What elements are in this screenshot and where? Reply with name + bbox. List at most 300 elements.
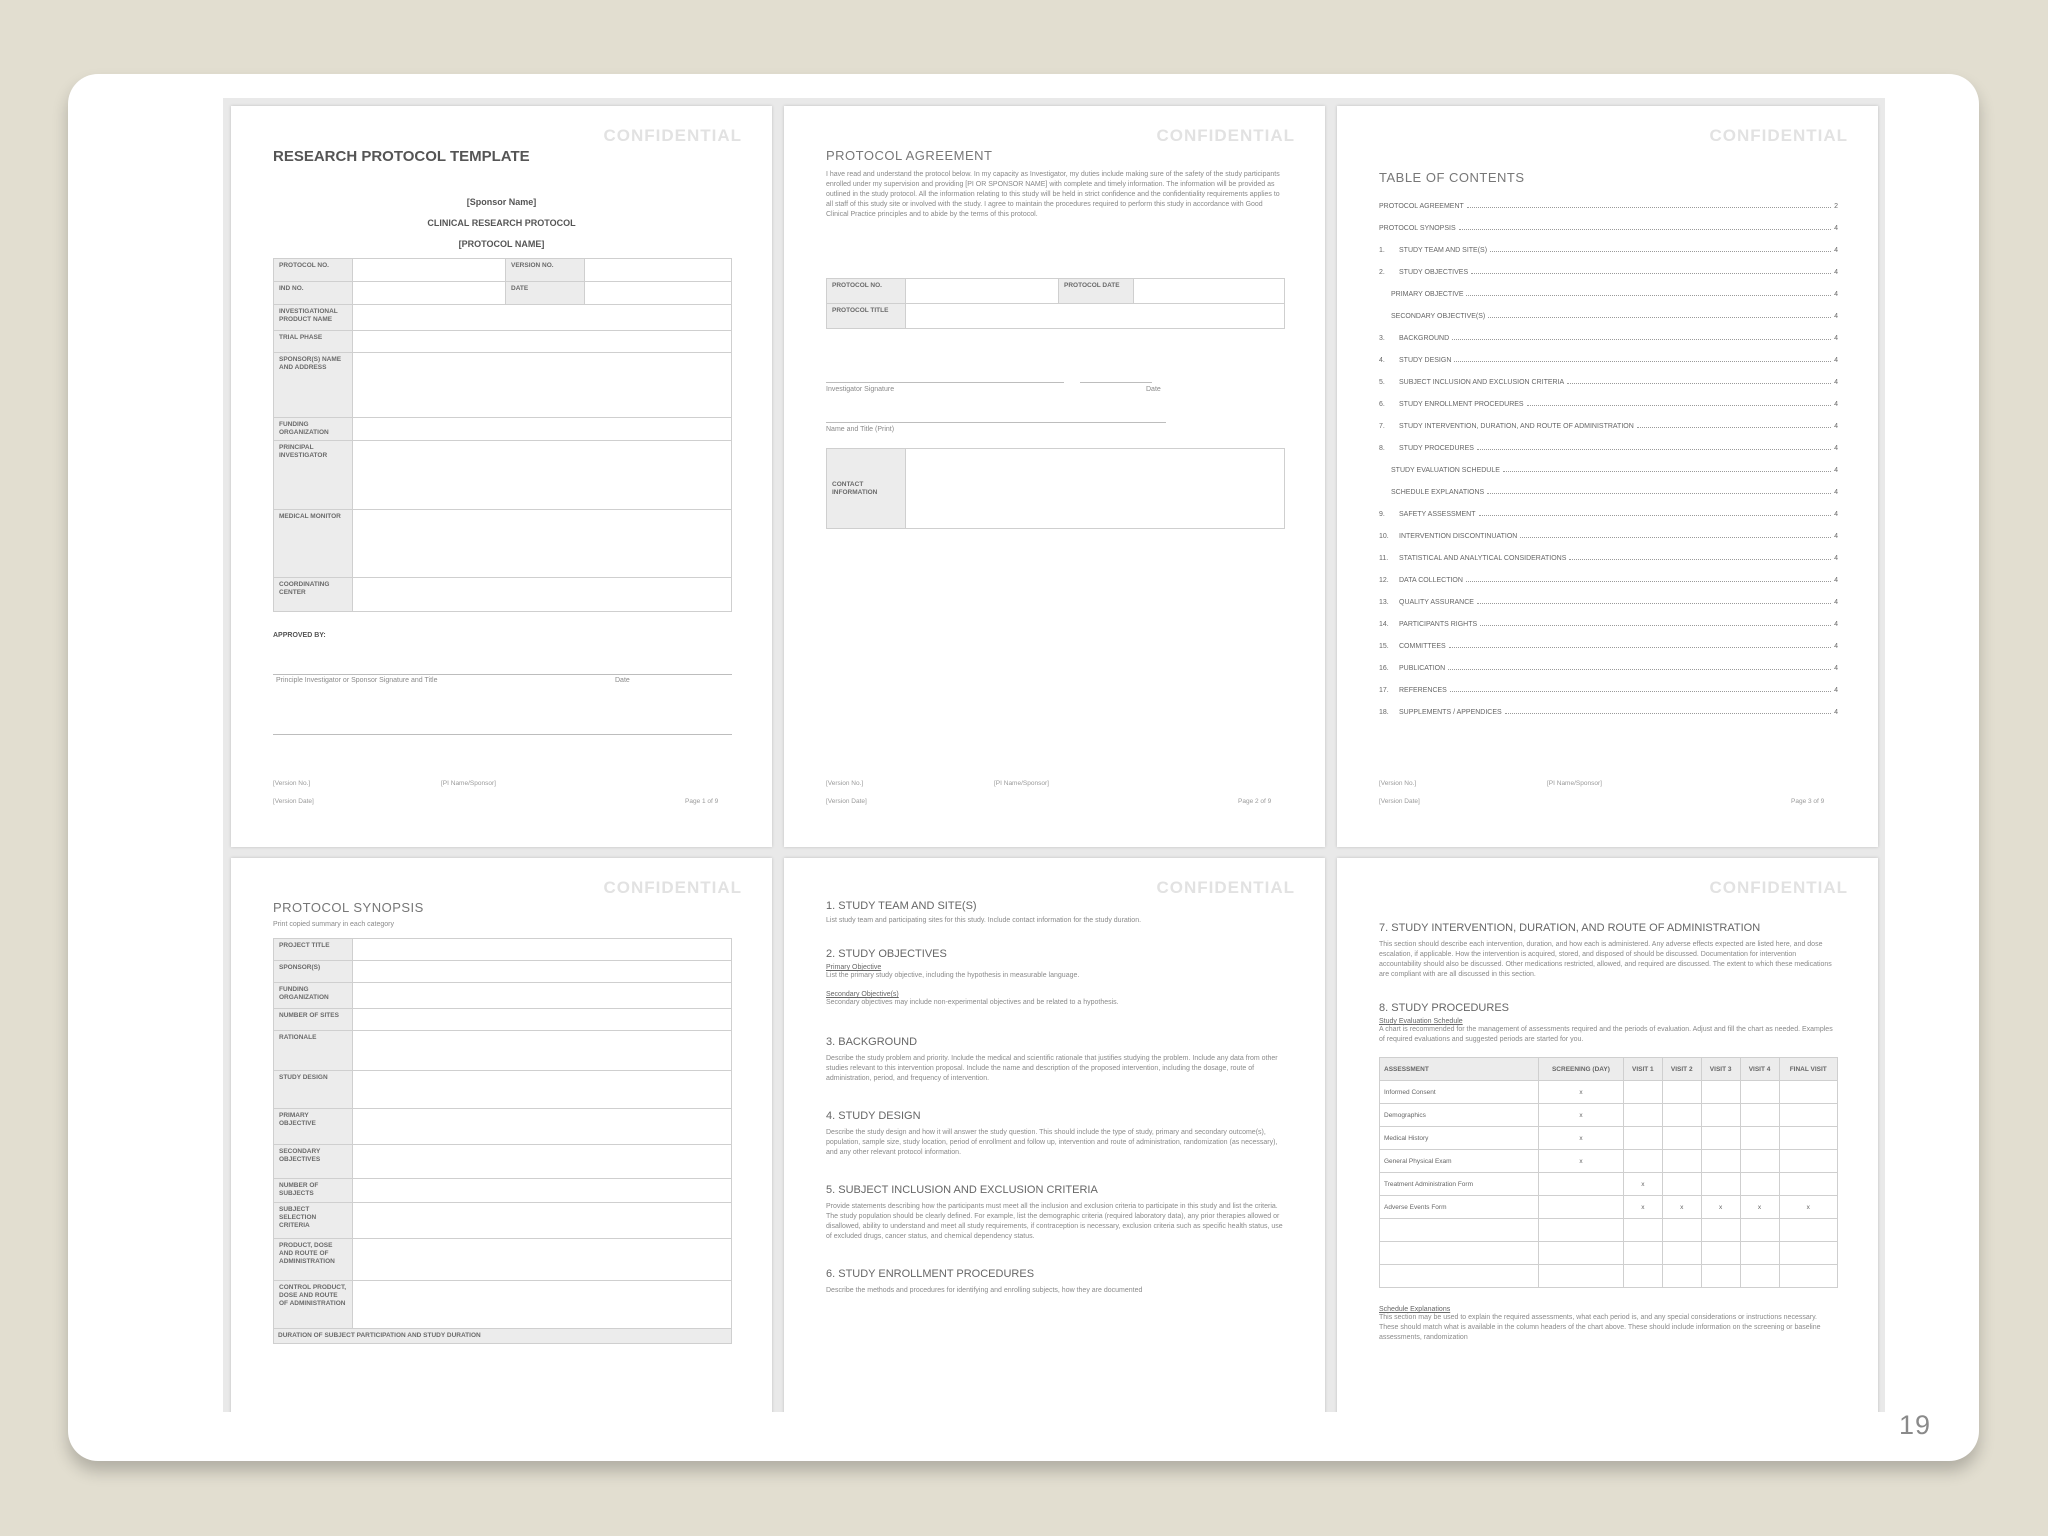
toc-entry[interactable]: [1379, 430, 1838, 452]
column-header: VISIT 1: [1623, 1058, 1662, 1081]
footer-center: [PI Name/Sponsor]: [441, 780, 496, 787]
toc-leader: [1459, 229, 1831, 230]
confidential-watermark: CONFIDENTIAL: [603, 126, 742, 145]
toc-page: 4: [1834, 511, 1838, 518]
signature-line[interactable]: [826, 382, 1064, 383]
toc-number: 12.: [1379, 577, 1389, 584]
footer-date: [Version Date]: [273, 798, 314, 805]
section-body: This section may be used to explain the required assessments, what each period is, and any special considerations or instructions necessary. These should match what is available in the column headers of the chart above. These should include information on the screening or baseline assessments, randomization: [1379, 1314, 1821, 1341]
column-header: SCREENING (DAY): [1539, 1058, 1624, 1081]
subsection-heading: Secondary Objective(s): [826, 991, 899, 998]
toc-page: 4: [1834, 423, 1838, 430]
toc-entry[interactable]: [1379, 518, 1838, 540]
toc-text: STUDY TEAM AND SITE(S): [1399, 247, 1488, 254]
footer-date: [Version Date]: [1379, 798, 1420, 805]
toc-number: 8.: [1379, 445, 1385, 452]
schedule-cell[interactable]: [1623, 1219, 1662, 1242]
subsection-heading: Primary Objective: [826, 964, 882, 971]
section-title: PROTOCOL SYNOPSIS: [273, 900, 424, 915]
toc-number: 7.: [1379, 423, 1385, 430]
toc-entry[interactable]: [1379, 276, 1838, 298]
schedule-cell[interactable]: x: [1779, 1196, 1838, 1219]
date-label: Date: [615, 677, 630, 684]
toc-entry[interactable]: [1379, 386, 1838, 408]
toc-page: 4: [1834, 357, 1838, 364]
form-field[interactable]: [353, 1145, 732, 1179]
toc-text: SUBJECT INCLUSION AND EXCLUSION CRITERIA: [1399, 379, 1565, 386]
toc-leader: [1448, 669, 1831, 670]
schedule-cell[interactable]: x: [1740, 1196, 1779, 1219]
footer-page: Page 3 of 9: [1791, 798, 1825, 805]
schedule-cell[interactable]: [1701, 1265, 1740, 1288]
synopsis-table: [273, 938, 732, 1329]
toc-page: 4: [1834, 555, 1838, 562]
toc-leader: [1569, 559, 1831, 560]
form-field[interactable]: [353, 1071, 732, 1109]
toc-page: 4: [1834, 621, 1838, 628]
form-field[interactable]: [353, 578, 732, 612]
toc-text: PRIMARY OBJECTIVE: [1391, 291, 1464, 298]
schedule-cell[interactable]: [1701, 1173, 1740, 1196]
form-field[interactable]: [353, 1031, 732, 1071]
footer-version: [Version No.]: [1379, 780, 1417, 787]
toc-entry[interactable]: [1379, 298, 1838, 320]
form-label: PROTOCOL NO.: [279, 262, 329, 269]
toc-entry[interactable]: [1379, 320, 1838, 342]
signature-label: Principle Investigator or Sponsor Signature and Title: [276, 677, 438, 684]
toc-leader: [1450, 691, 1831, 692]
table-row: [1380, 1219, 1838, 1242]
schedule-cell[interactable]: [1539, 1219, 1624, 1242]
form-field[interactable]: [1134, 279, 1285, 304]
schedule-cell[interactable]: [1662, 1104, 1701, 1127]
toc-page: 4: [1834, 379, 1838, 386]
page-table-of-contents: [1337, 106, 1878, 847]
footer-version: [Version No.]: [826, 780, 864, 787]
form-field[interactable]: [906, 304, 1285, 329]
toc-text: QUALITY ASSURANCE: [1399, 599, 1474, 606]
toc-entry[interactable]: [1379, 364, 1838, 386]
form-label: INVESTIGATIONAL PRODUCT NAME: [279, 308, 338, 323]
toc-number: 9.: [1379, 511, 1385, 518]
toc-number: 17.: [1379, 687, 1389, 694]
confidential-watermark: CONFIDENTIAL: [1709, 126, 1848, 145]
schedule-cell[interactable]: [1623, 1265, 1662, 1288]
toc-entry[interactable]: [1379, 342, 1838, 364]
toc-entry[interactable]: [1379, 672, 1838, 694]
toc-leader: [1477, 603, 1831, 604]
toc-leader: [1454, 361, 1831, 362]
subsection-heading: Study Evaluation Schedule: [1379, 1018, 1463, 1025]
toc-page: 4: [1834, 467, 1838, 474]
toc-number: 1.: [1379, 247, 1385, 254]
schedule-cell[interactable]: [1662, 1081, 1701, 1104]
toc-text: BACKGROUND: [1399, 335, 1450, 342]
schedule-cell[interactable]: [1779, 1104, 1838, 1127]
assessment-name: [1380, 1219, 1539, 1242]
toc-title: TABLE OF CONTENTS: [1379, 170, 1525, 185]
schedule-cell[interactable]: [1539, 1242, 1624, 1265]
form-field[interactable]: [353, 418, 732, 441]
form-field[interactable]: [353, 983, 732, 1009]
schedule-cell[interactable]: [1701, 1127, 1740, 1150]
signature-line-2[interactable]: [273, 734, 732, 735]
form-label: PROTOCOL NO.: [832, 282, 882, 289]
schedule-cell[interactable]: [1779, 1265, 1838, 1288]
confidential-watermark: CONFIDENTIAL: [603, 878, 742, 897]
toc-entry[interactable]: [1379, 496, 1838, 518]
assessment-name: Adverse Events Form: [1380, 1196, 1539, 1219]
assessment-name: General Physical Exam: [1380, 1150, 1539, 1173]
toc-text: REFERENCES: [1399, 687, 1447, 694]
section-heading: 4. STUDY DESIGN: [826, 1110, 921, 1122]
form-label: CONTROL PRODUCT, DOSE AND ROUTE OF ADMINISTRATION: [279, 1284, 347, 1307]
schedule-cell[interactable]: [1740, 1242, 1779, 1265]
agreement-text: I have read and understand the protocol below. In my capacity as Investigator, my duties include making sure of the safety of the study participants enrolled under my supervision and providing [PI OR SPONSOR NAME] with complete and timely information. The information will be provided as outlined in the study protocol. All the information relating to this study will be held in strict confidence and the confidentiality requirements applies to all staff of this study site or involved with the study. I agree to maintain the procedures required to perform this study in accordance with Good Clinical Practice principles and to abide by the terms of this protocol.: [826, 171, 1280, 218]
page-study-sections: [784, 858, 1325, 1412]
schedule-cell[interactable]: [1740, 1127, 1779, 1150]
toc-entry[interactable]: [1379, 628, 1838, 650]
evaluation-schedule-table: [1379, 1057, 1838, 1288]
section-heading: 1. STUDY TEAM AND SITE(S): [826, 900, 977, 912]
toc-leader: [1490, 251, 1831, 252]
schedule-cell[interactable]: [1662, 1242, 1701, 1265]
footer-date: [Version Date]: [826, 798, 867, 805]
schedule-cell[interactable]: [1623, 1081, 1662, 1104]
toc-page: 4: [1834, 401, 1838, 408]
column-header: VISIT 3: [1701, 1058, 1740, 1081]
form-label: FUNDING ORGANIZATION: [279, 421, 329, 436]
section-heading: 7. STUDY INTERVENTION, DURATION, AND ROUTE OF ADMINISTRATION: [1379, 922, 1761, 934]
table-header-row: [1380, 1058, 1838, 1081]
form-field[interactable]: [353, 305, 732, 331]
protocol-info-table: [273, 258, 732, 612]
column-header: FINAL VISIT: [1779, 1058, 1838, 1081]
form-field[interactable]: [353, 1203, 732, 1239]
toc-leader: [1637, 427, 1831, 428]
section-title: PROTOCOL AGREEMENT: [826, 148, 993, 163]
subsection-heading: Schedule Explanations: [1379, 1306, 1451, 1313]
toc-text: PUBLICATION: [1399, 665, 1446, 672]
table-row: [1380, 1196, 1838, 1219]
toc-page: 4: [1834, 577, 1838, 584]
table-row: [1380, 1242, 1838, 1265]
toc-page: 4: [1834, 687, 1838, 694]
form-field[interactable]: [353, 441, 732, 510]
form-field[interactable]: [906, 279, 1059, 304]
toc-leader: [1466, 581, 1831, 582]
assessment-name: Treatment Administration Form: [1380, 1173, 1539, 1196]
form-field[interactable]: [353, 1281, 732, 1329]
schedule-cell[interactable]: [1623, 1104, 1662, 1127]
toc-leader: [1480, 625, 1831, 626]
schedule-cell[interactable]: [1701, 1104, 1740, 1127]
document-preview: [223, 98, 1885, 1412]
toc-text: PARTICIPANTS RIGHTS: [1399, 621, 1478, 628]
approved-by-label: APPROVED BY:: [273, 632, 326, 639]
toc-page: 4: [1834, 313, 1838, 320]
slide: [68, 74, 1979, 1461]
section-heading: 5. SUBJECT INCLUSION AND EXCLUSION CRITERIA: [826, 1184, 1098, 1196]
section-body: Provide statements describing how the participants must meet all the inclusion and exclusion criteria to participate in this study and list the criteria. The study population should be clearly defined. For example, list the demographic criteria (required laboratory data), any prior therapies allowed or disallowed, ability to understand and meet all study requirements, if contraception is necessary, exclusion criteria such as specific health status, use of excluded drugs, cancer status, and chemical dependency status.: [826, 1203, 1283, 1240]
toc-leader: [1503, 471, 1831, 472]
protocol-subtitle: CLINICAL RESEARCH PROTOCOL: [427, 218, 576, 228]
section-body: Describe the study problem and priority. Include the medical and scientific rationale that justifies studying the problem. Include any data from other studies relevant to this intervention proposal. Include the name and description of the proposed intervention, including the dosage, route of administration, period, and frequency of intervention.: [826, 1055, 1278, 1082]
section-body: Secondary objectives may include non-experimental objectives and be related to a hypothesis.: [826, 999, 1119, 1006]
form-label: NUMBER OF SUBJECTS: [279, 1182, 319, 1197]
toc-page: 4: [1834, 709, 1838, 716]
schedule-cell[interactable]: [1623, 1242, 1662, 1265]
schedule-cell[interactable]: [1701, 1219, 1740, 1242]
toc-entry[interactable]: [1379, 452, 1838, 474]
table-row: [1380, 1173, 1838, 1196]
form-label: RATIONALE: [279, 1034, 317, 1041]
name-label: Name and Title (Print): [826, 426, 895, 433]
form-label: SPONSOR(S) NAME AND ADDRESS: [279, 356, 342, 371]
schedule-cell[interactable]: x: [1539, 1104, 1624, 1127]
schedule-cell[interactable]: x: [1539, 1127, 1624, 1150]
section-body: List study team and participating sites for this study. Include contact information for the study duration.: [826, 917, 1142, 924]
form-label: SPONSOR(S): [279, 964, 321, 971]
toc-text: SAFETY ASSESSMENT: [1399, 511, 1476, 518]
form-label: PRIMARY OBJECTIVE: [279, 1112, 316, 1127]
form-field[interactable]: [585, 259, 732, 282]
signature-label: Investigator Signature: [826, 386, 895, 393]
toc-entry[interactable]: [1379, 474, 1838, 496]
toc-number: 2.: [1379, 269, 1385, 276]
schedule-cell[interactable]: x: [1539, 1081, 1624, 1104]
schedule-cell[interactable]: [1779, 1081, 1838, 1104]
toc-text: SECONDARY OBJECTIVE(S): [1391, 313, 1486, 320]
page-protocol-agreement: [784, 106, 1325, 847]
toc-entry[interactable]: [1379, 540, 1838, 562]
schedule-cell[interactable]: [1740, 1104, 1779, 1127]
protocol-name: [PROTOCOL NAME]: [458, 239, 545, 249]
schedule-cell[interactable]: [1662, 1265, 1701, 1288]
toc-entry[interactable]: [1379, 650, 1838, 672]
section-heading: 6. STUDY ENROLLMENT PROCEDURES: [826, 1268, 1035, 1280]
toc-text: STUDY PROCEDURES: [1399, 445, 1474, 452]
form-field[interactable]: [353, 961, 732, 983]
schedule-cell[interactable]: [1539, 1265, 1624, 1288]
section-heading: 3. BACKGROUND: [826, 1036, 918, 1048]
form-field[interactable]: [353, 331, 732, 353]
schedule-cell[interactable]: [1539, 1196, 1624, 1219]
schedule-cell[interactable]: [1662, 1219, 1701, 1242]
toc-leader: [1466, 295, 1831, 296]
toc-leader: [1567, 383, 1831, 384]
section-body: Describe the study design and how it will answer the study question. This should include the type of study, primary and secondary outcome(s), population, sample size, study location, period of enrollment and follow up, intervention and route of administration, randomization (as necessary), and any other relevant protocol information.: [826, 1129, 1278, 1156]
toc-entry[interactable]: [1379, 188, 1838, 210]
schedule-cell[interactable]: [1662, 1127, 1701, 1150]
assessment-name: [1380, 1265, 1539, 1288]
form-label: IND NO.: [279, 285, 304, 292]
form-field[interactable]: [353, 1009, 732, 1031]
toc-text: STUDY INTERVENTION, DURATION, AND ROUTE OF ADMINISTRATION: [1399, 423, 1634, 430]
toc-text: STUDY EVALUATION SCHEDULE: [1391, 467, 1500, 474]
assessment-name: Medical History: [1380, 1127, 1539, 1150]
schedule-cell[interactable]: [1740, 1150, 1779, 1173]
schedule-cell[interactable]: [1779, 1242, 1838, 1265]
schedule-cell[interactable]: x: [1701, 1196, 1740, 1219]
footer-page: Page 2 of 9: [1238, 798, 1272, 805]
form-field[interactable]: [585, 282, 732, 305]
contact-table: [826, 448, 1285, 529]
toc-page: 4: [1834, 533, 1838, 540]
table-row: [1380, 1150, 1838, 1173]
toc-number: 10.: [1379, 533, 1389, 540]
form-field[interactable]: [353, 939, 732, 961]
toc-text: STUDY DESIGN: [1399, 357, 1452, 364]
confidential-watermark: CONFIDENTIAL: [1156, 126, 1295, 145]
section-body: A chart is recommended for the management of assessments required and the periods of evaluation. Adjust and fill the chart as needed. Examples of required evaluations and suggested periods are started for you.: [1379, 1026, 1833, 1043]
section-heading: 8. STUDY PROCEDURES: [1379, 1002, 1509, 1014]
schedule-cell[interactable]: [1740, 1219, 1779, 1242]
schedule-cell[interactable]: [1662, 1173, 1701, 1196]
schedule-cell[interactable]: x: [1662, 1196, 1701, 1219]
schedule-cell[interactable]: [1701, 1242, 1740, 1265]
toc-entry[interactable]: [1379, 254, 1838, 276]
toc-leader: [1520, 537, 1831, 538]
toc-page: 4: [1834, 247, 1838, 254]
schedule-cell[interactable]: [1623, 1127, 1662, 1150]
toc-text: SCHEDULE EXPLANATIONS: [1391, 489, 1485, 496]
toc-entry[interactable]: [1379, 232, 1838, 254]
toc-page: 4: [1834, 489, 1838, 496]
table-row: [1380, 1265, 1838, 1288]
toc-leader: [1467, 207, 1831, 208]
form-label: COORDINATING CENTER: [279, 581, 330, 596]
form-field[interactable]: [353, 510, 732, 578]
toc-leader: [1477, 449, 1831, 450]
toc-text: PROTOCOL SYNOPSIS: [1379, 225, 1456, 232]
toc-number: 3.: [1379, 335, 1385, 342]
date-line[interactable]: [1080, 382, 1152, 383]
footer-version: [Version No.]: [273, 780, 311, 787]
schedule-cell[interactable]: x: [1539, 1150, 1624, 1173]
toc-text: DATA COLLECTION: [1399, 577, 1463, 584]
schedule-cell[interactable]: [1623, 1150, 1662, 1173]
form-label: PRODUCT, DOSE AND ROUTE OF ADMINISTRATION: [279, 1242, 335, 1265]
toc-entry[interactable]: [1379, 210, 1838, 232]
assessment-name: Informed Consent: [1380, 1081, 1539, 1104]
toc-page: 4: [1834, 335, 1838, 342]
form-field[interactable]: [353, 282, 506, 305]
sponsor-name: [Sponsor Name]: [466, 197, 537, 207]
schedule-cell[interactable]: [1779, 1150, 1838, 1173]
toc-leader: [1452, 339, 1831, 340]
footer-center: [PI Name/Sponsor]: [994, 780, 1049, 787]
footer-center: [PI Name/Sponsor]: [1547, 780, 1602, 787]
table-row: [1380, 1104, 1838, 1127]
form-label: PROTOCOL DATE: [1064, 282, 1120, 289]
schedule-cell[interactable]: [1779, 1173, 1838, 1196]
toc-number: 6.: [1379, 401, 1385, 408]
toc-page: 4: [1834, 291, 1838, 298]
toc-page: 2: [1834, 203, 1838, 210]
form-label: FUNDING ORGANIZATION: [279, 986, 329, 1001]
toc-number: 13.: [1379, 599, 1389, 606]
toc-number: 5.: [1379, 379, 1385, 386]
column-header: VISIT 4: [1740, 1058, 1779, 1081]
form-field[interactable]: [353, 353, 732, 418]
form-field[interactable]: [353, 1179, 732, 1203]
protocol-agreement-table: [826, 278, 1285, 329]
form-label: VERSION NO.: [511, 262, 554, 269]
schedule-cell[interactable]: [1662, 1150, 1701, 1173]
section-body: Describe the methods and procedures for identifying and enrolling subjects, how they are documented: [826, 1287, 1143, 1294]
toc-entry[interactable]: [1379, 694, 1838, 716]
schedule-cell[interactable]: x: [1623, 1173, 1662, 1196]
schedule-cell[interactable]: [1779, 1219, 1838, 1242]
toc-number: 14.: [1379, 621, 1389, 628]
column-header: ASSESSMENT: [1380, 1058, 1539, 1081]
toc-page: 4: [1834, 643, 1838, 650]
section-body: This section should describe each intervention, duration, and how each is administered. Any adverse effects expected are listed here, and dose escalation, if applicable. How the intervention is acquired, stored, and disposed of should be discussed. Documentation for intervention accountability should also be discussed. Other medications restricted, allowed, and required are discussed. The extent to which these medications are compliant with are all discussed in this section.: [1379, 941, 1832, 978]
name-line[interactable]: [826, 422, 1166, 423]
toc-text: PROTOCOL AGREEMENT: [1379, 203, 1464, 210]
schedule-cell[interactable]: [1701, 1081, 1740, 1104]
document-title: RESEARCH PROTOCOL TEMPLATE: [273, 148, 530, 165]
form-label: PROJECT TITLE: [279, 942, 330, 949]
toc-page: 4: [1834, 225, 1838, 232]
schedule-cell[interactable]: [1740, 1173, 1779, 1196]
synopsis-instruction: Print copied summary in each category: [273, 921, 394, 928]
schedule-cell[interactable]: [1701, 1150, 1740, 1173]
schedule-cell[interactable]: [1779, 1127, 1838, 1150]
signature-line[interactable]: [273, 674, 732, 675]
toc-leader: [1527, 405, 1831, 406]
page-title-form: [231, 106, 772, 847]
toc-entry[interactable]: [1379, 584, 1838, 606]
toc-number: 11.: [1379, 555, 1389, 562]
schedule-cell[interactable]: [1740, 1265, 1779, 1288]
toc-page: 4: [1834, 445, 1838, 452]
form-field[interactable]: [353, 259, 506, 282]
slide-number: 19: [1898, 1410, 1931, 1440]
schedule-cell[interactable]: [1539, 1173, 1624, 1196]
toc-leader: [1449, 647, 1831, 648]
schedule-cell[interactable]: x: [1623, 1196, 1662, 1219]
form-label: TRIAL PHASE: [279, 334, 323, 341]
page-study-procedures: [1337, 858, 1878, 1412]
form-field[interactable]: [353, 1239, 732, 1281]
toc-entry[interactable]: [1379, 408, 1838, 430]
toc-entry[interactable]: [1379, 562, 1838, 584]
column-header: VISIT 2: [1662, 1058, 1701, 1081]
toc-entry[interactable]: [1379, 606, 1838, 628]
form-label: DURATION OF SUBJECT PARTICIPATION AND STUDY DURATION: [278, 1332, 481, 1339]
toc-number: 16.: [1379, 665, 1389, 672]
toc-leader: [1479, 515, 1832, 516]
toc-text: INTERVENTION DISCONTINUATION: [1399, 533, 1518, 540]
table-row: [1380, 1127, 1838, 1150]
toc-number: 18.: [1379, 709, 1389, 716]
form-field[interactable]: [353, 1109, 732, 1145]
toc-text: STUDY ENROLLMENT PROCEDURES: [1399, 401, 1524, 408]
footer-page: Page 1 of 9: [685, 798, 719, 805]
form-label: SECONDARY OBJECTIVES: [279, 1148, 321, 1163]
page-protocol-synopsis: [231, 858, 772, 1412]
table-row: [1380, 1081, 1838, 1104]
toc-leader: [1471, 273, 1831, 274]
form-label: STUDY DESIGN: [279, 1074, 328, 1081]
toc-page: 4: [1834, 599, 1838, 606]
form-field[interactable]: [906, 449, 1285, 529]
toc-text: SUPPLEMENTS / APPENDICES: [1399, 709, 1502, 716]
assessment-name: Demographics: [1380, 1104, 1539, 1127]
schedule-cell[interactable]: [1740, 1081, 1779, 1104]
